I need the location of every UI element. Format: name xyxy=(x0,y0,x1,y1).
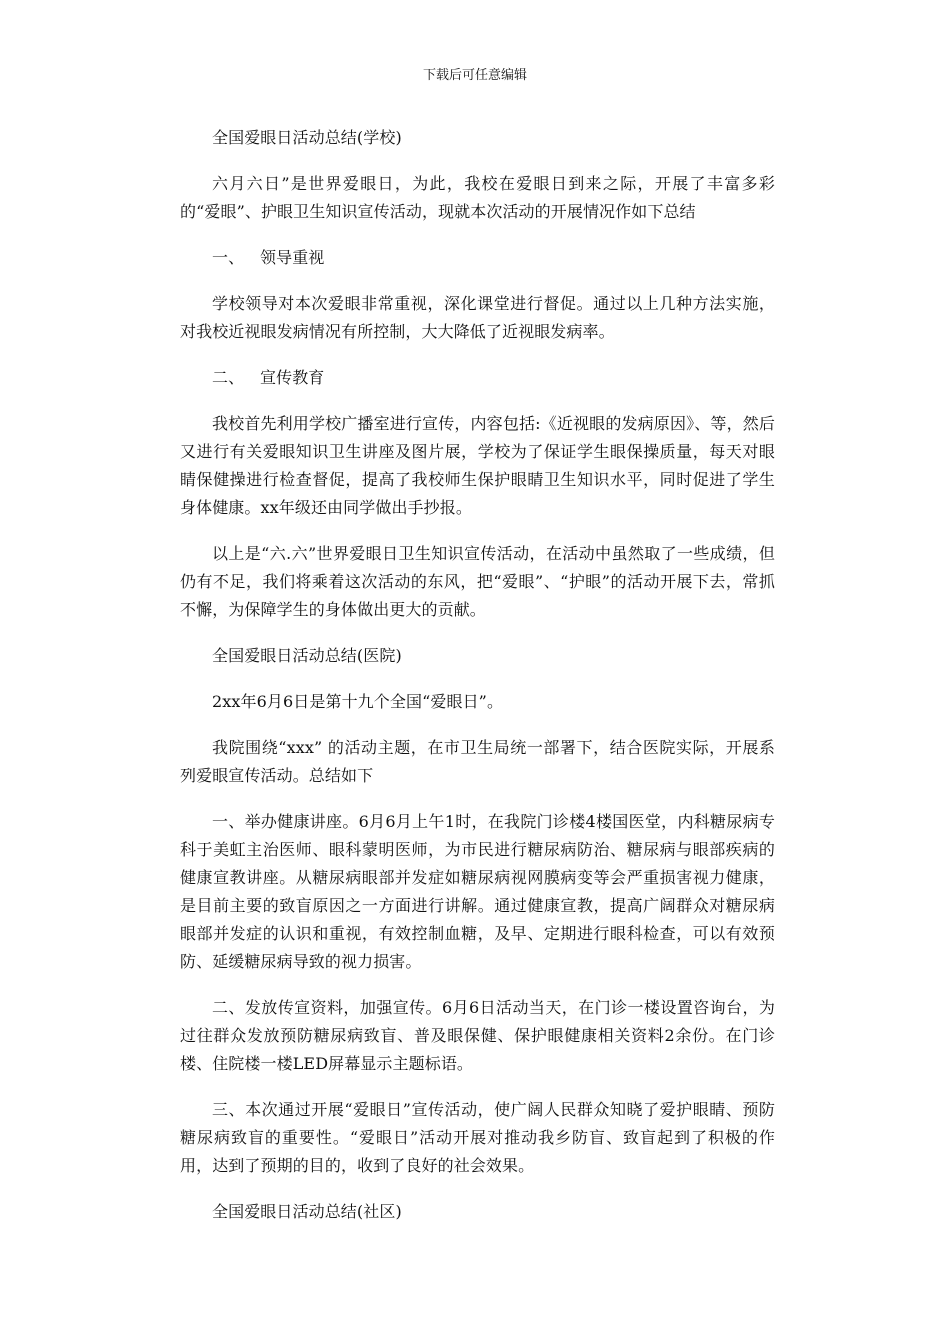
paragraph-hospital-item-1: 一、举办健康讲座。6月6月上午1时，在我院门诊楼4楼国医堂，内科糖尿病专科于美虹主治医师、眼科蒙明医师，为市民进行糖尿病防治、糖尿病与眼部疾病的健康宣教讲座。从糖尿病眼部并发症如糖尿病视网膜病变等会严重损害视力健康，是目前主要的致盲原因之一方面进行讲解。通过健康宣教，提高广阔群众对糖尿病眼部并发症的认识和重视，有效控制血糖，及早、定期进行眼科检查，可以有效预防、延缓糖尿病导致的视力损害。 xyxy=(180,812,775,971)
paragraph-hospital-item-2: 二、发放传宣资料，加强宣传。6月6日活动当天，在门诊一楼设置咨询台，为过往群众发放预防糖尿病致盲、普及眼保健、保护眼健康相关资料2余份。在门诊楼、住院楼一楼LED屏幕显示主题标语。 xyxy=(180,998,775,1073)
section-title-community: 全国爱眼日活动总结(社区) xyxy=(212,1202,402,1221)
document-body xyxy=(180,124,775,1244)
section-title-hospital: 全国爱眼日活动总结(医院) xyxy=(212,646,402,665)
paragraph-publicity: 我校首先利用学校广播室进行宣传，内容包括:《近视眼的发病原因》、等，然后又进行有关爱眼知识卫生讲座及图片展，学校为了保证学生眼保操质量，每天对眼睛保健操进行检查督促，提高了我校师生保护眼睛卫生知识水平，同时促进了学生身体健康。xx年级还由同学做出手抄报。 xyxy=(180,414,775,517)
section-title-school: 全国爱眼日活动总结(学校) xyxy=(212,128,402,147)
subheading-number: 一、 xyxy=(212,248,245,267)
subheading-publicity xyxy=(180,364,775,392)
paragraph-leadership: 学校领导对本次爱眼非常重视，深化课堂进行督促。通过以上几种方法实施，对我校近视眼发病情况有所控制，大大降低了近视眼发病率。 xyxy=(180,294,775,341)
subheading-number: 二、 xyxy=(212,368,245,387)
header-text: 下载后可任意编辑 xyxy=(422,68,527,83)
page-header xyxy=(0,67,950,85)
subheading-text: 领导重视 xyxy=(260,248,325,267)
paragraph-hospital-item-3: 三、本次通过开展“爱眼日”宣传活动，使广阔人民群众知晓了爱护眼睛、预防糖尿病致盲的重要性。“爱眼日”活动开展对推动我乡防盲、致盲起到了积极的作用，达到了预期的目的，收到了良好的社会效果。 xyxy=(180,1100,775,1175)
paragraph-hospital-intro: 我院围绕“xxx” 的活动主题，在市卫生局统一部署下，结合医院实际，开展系列爱眼宣传活动。总结如下 xyxy=(180,738,775,785)
paragraph-school-conclusion: 以上是“六.六”世界爱眼日卫生知识宣传活动，在活动中虽然取了一些成绩，但仍有不足，我们将乘着这次活动的东风，把“爱眼”、“护眼”的活动开展下去，常抓不懈，为保障学生的身体做出更大的贡献。 xyxy=(180,544,775,619)
subheading-text: 宣传教育 xyxy=(260,368,325,387)
subheading-leadership xyxy=(180,244,775,272)
paragraph-intro: 六月六日”是世界爱眼日，为此，我校在爱眼日到来之际，开展了丰富多彩的“爱眼”、护眼卫生知识宣传活动，现就本次活动的开展情况作如下总结 xyxy=(180,174,775,221)
paragraph-hospital-date: 2xx年6月6日是第十九个全国“爱眼日”。 xyxy=(212,692,504,711)
